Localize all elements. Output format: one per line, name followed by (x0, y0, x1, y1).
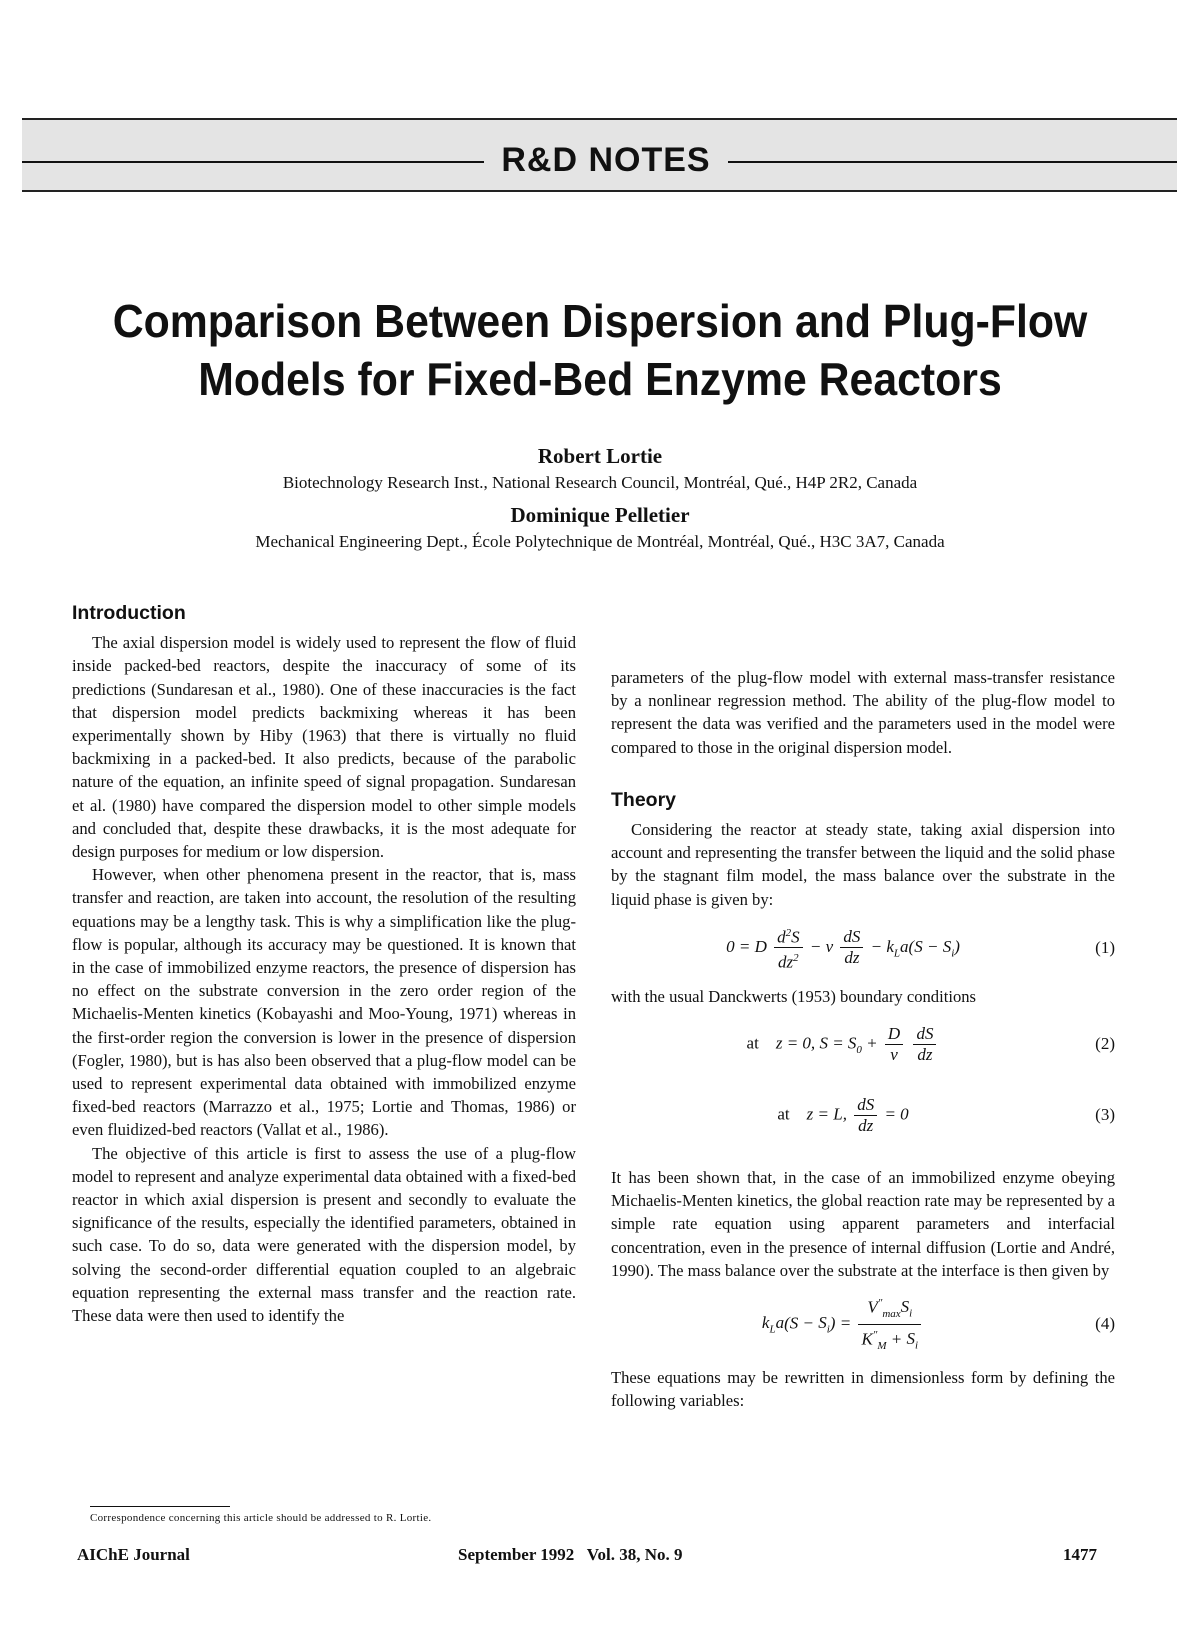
footer-page-number: 1477 (1063, 1545, 1097, 1564)
article-title (98, 292, 1102, 408)
author-name: Robert Lortie (537, 444, 663, 468)
body-paragraph: The objective of this article is first to assess the use of a plug-flow model to represent and analyze experimental data obtained with a fixed-bed reactor in which axial dispersion is present and secondly to evaluate the significance of the results, especially the identified parameters, obtained in such case. To do so, data were generated with the dispersion model, by solving the second-order differential equation coupled to an algebraic equation representing the external mass transfer and the reaction rate. These data were then used to identify the (72, 1143, 576, 1326)
section-heading-theory: Theory (611, 788, 677, 811)
author-affiliation: Mechanical Engineering Dept., École Polytechnique de Montréal, Montréal, Qué., H3C 3A7, Canada (255, 532, 945, 551)
banner-rule-left (22, 161, 484, 163)
body-paragraph: However, when other phenomena present in the reactor, that is, mass transfer and reaction, are taken into account, the resolution of the resulting equations may be a lengthy task. This is why a simplification like the plug-flow is popular, although its accuracy may be questioned. It is known that in the case of immobilized enzyme reactors, the presence of dispersion has no effect on the substrate conversion in the zero order region of the Michaelis-Menten kinetics (Kobayashi and Moo-Young, 1971) whereas in the first-order region the conversion is lower in the presence of dispersion (Fogler, 1980), but is has also been observed that a plug-flow model can be used to represent experimental data obtained with immobilized enzyme fixed-bed reactors (Marrazzo et al., 1975; Lortie and Thomas, 1986) or even fluidized-bed reactors (Vallat et al., 1986). (72, 865, 576, 1140)
equation-1 (611, 911, 1115, 985)
equation-body: at z = 0, $S = S_0$ + $\frac{D}{\nu}$ $\frac{dS}{dz}$ (611, 1024, 1075, 1065)
equation-number: (3) (1095, 1105, 1115, 1125)
footnote-rule (90, 1506, 230, 1507)
author-block (60, 442, 1140, 560)
footer-journal: AIChE Journal (77, 1545, 190, 1564)
title-line-2: Models for Fixed-Bed Enzyme Reactors (198, 353, 1002, 405)
author-affiliation: Biotechnology Research Inst., National Research Council, Montréal, Qué., H4P 2R2, Canada (282, 473, 918, 492)
equation-3 (611, 1080, 1115, 1150)
banner-rule-right (728, 161, 1177, 163)
body-paragraph: It has been shown that, in the case of an immobilized enzyme obeying Michaelis-Menten kinetics, the global reaction rate may be represented by a simple rate equation using apparent parameters and interfacial concentration, even in the presence of internal diffusion (Lortie and André, 1990). The mass balance over the substrate at the interface is then given by (611, 1168, 1115, 1280)
equation-2 (611, 1008, 1115, 1080)
equation-number: (2) (1095, 1034, 1115, 1054)
section-heading-introduction: Introduction (72, 602, 186, 624)
left-column (72, 602, 576, 1327)
section-banner (22, 118, 1177, 192)
equation-body: 0 = D $\frac{d^2S}{dz^2}$ − ν $\frac{dS}{dz}$ − $k_La(S - S_i)$ (611, 923, 1075, 973)
equation-number: (4) (1095, 1314, 1115, 1334)
equation-4 (611, 1282, 1115, 1366)
equation-body: $k_La(S - S_i)$ = $\frac{V''_{max}S_i}{K''_M + S_i}$ (611, 1293, 1075, 1356)
footer-issue: September 1992 Vol. 38, No. 9 (458, 1545, 683, 1564)
equation-number: (1) (1095, 938, 1115, 958)
body-paragraph: parameters of the plug-flow model with external mass-transfer resistance by a nonlinear regression method. The ability of the plug-flow model to represent the data was verified and the parameters used in the model were compared to those in the original dispersion model. (611, 668, 1115, 757)
right-column (611, 666, 1115, 1412)
body-paragraph: Considering the reactor at steady state, taking axial dispersion into account and representing the transfer between the liquid and the solid phase by the stagnant film model, the mass balance over the substrate in the liquid phase is given by: (611, 820, 1115, 909)
title-line-1: Comparison Between Dispersion and Plug-Flow (112, 295, 1088, 347)
author-name: Dominique Pelletier (510, 503, 690, 527)
body-paragraph: The axial dispersion model is widely used to represent the flow of fluid inside packed-bed reactors, despite the inaccuracy of some of its predictions (Sundaresan et al., 1980). One of these inaccuracies is the fact that dispersion model predicts backmixing whereas it has been experimentally shown by Hiby (1963) that there is virtually no fluid backmixing in a packed-bed. It also predicts, because of the parabolic nature of the equation, an infinite speed of signal propagation. Sundaresan et al. (1980) have compared the dispersion model to other simple models and concluded that, despite these drawbacks, it is the most adequate for design purposes for medium or low dispersion. (72, 633, 576, 862)
footnote: Correspondence concerning this article should be addressed to R. Lortie. (90, 1512, 432, 1524)
body-paragraph: with the usual Danckwerts (1953) boundary conditions (611, 986, 976, 1006)
body-paragraph: These equations may be rewritten in dimensionless form by defining the following variables: (611, 1368, 1115, 1411)
banner-label: R&D NOTES (501, 141, 711, 179)
equation-body: at z = L, $\frac{dS}{dz}$ = 0 (777, 1094, 909, 1135)
